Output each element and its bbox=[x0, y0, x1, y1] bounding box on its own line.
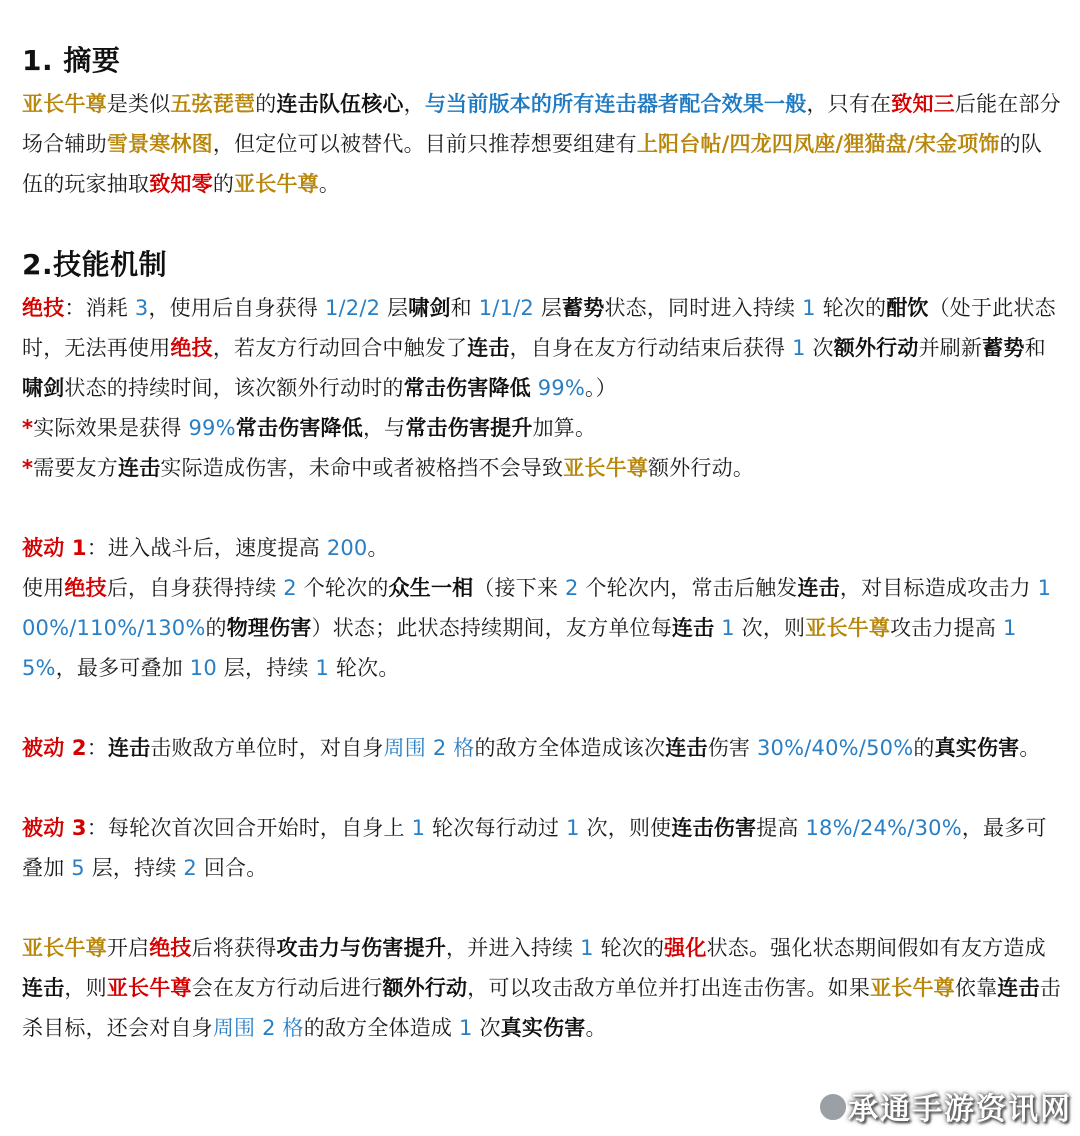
emphasis-text: 雪景寒林图 bbox=[106, 132, 213, 156]
text-run: 。 bbox=[367, 536, 389, 560]
emphasis-text: 10 bbox=[189, 656, 217, 680]
emphasis-text: 绝技 bbox=[22, 296, 65, 320]
skill-paragraph bbox=[22, 808, 1062, 888]
text-run: 个轮次的 bbox=[296, 576, 389, 600]
emphasis-text: 攻击力与伤害提升 bbox=[276, 936, 447, 960]
emphasis-text: 致知三 bbox=[891, 92, 955, 116]
text-run: 依靠 bbox=[954, 976, 998, 1000]
emphasis-text: 常击伤害提升 bbox=[405, 416, 533, 440]
text-run: 层 bbox=[533, 296, 563, 320]
emphasis-text: 绝技 bbox=[149, 936, 192, 960]
emphasis-text: 连击 bbox=[671, 616, 715, 640]
emphasis-text: 蓄势 bbox=[982, 336, 1025, 360]
text-run: 击杀目标，还会对自身 bbox=[22, 976, 1061, 1040]
text-run: 提高 bbox=[756, 816, 806, 840]
text-run: 加算。 bbox=[532, 416, 597, 440]
emphasis-text: 1 bbox=[580, 936, 594, 960]
text-run: 。） bbox=[584, 376, 617, 400]
text-run: 攻击力提高 bbox=[890, 616, 1003, 640]
text-run: 回合。 bbox=[196, 856, 268, 880]
emphasis-text: 1 bbox=[792, 336, 806, 360]
emphasis-text: 连击 bbox=[997, 976, 1040, 1000]
text-run: 并刷新 bbox=[918, 336, 983, 360]
text-run: 轮次的 bbox=[593, 936, 665, 960]
text-run: 。 bbox=[585, 1016, 607, 1040]
emphasis-text: 物理伤害 bbox=[226, 616, 312, 640]
text-run: ，最多可叠加 bbox=[22, 816, 1047, 880]
text-run: 个轮次内，常击后触发 bbox=[578, 576, 798, 600]
text-run: 使用 bbox=[22, 576, 65, 600]
text-run: ，可以攻击敌方单位并打出连击伤害。如果 bbox=[467, 976, 871, 1000]
skill-paragraph bbox=[22, 448, 1062, 488]
emphasis-text: 99% bbox=[188, 416, 236, 440]
emphasis-text: 2 bbox=[183, 856, 197, 880]
text-run: ：进入战斗后，速度提高 bbox=[86, 536, 327, 560]
skill-paragraph bbox=[22, 408, 1062, 448]
emphasis-text: 真实伤害 bbox=[934, 736, 1020, 760]
text-run: ，则 bbox=[64, 976, 107, 1000]
text-run: ，若友方行动回合中触发了 bbox=[212, 336, 468, 360]
paragraph-spacer bbox=[22, 688, 1062, 728]
text-run: 次，则 bbox=[734, 616, 806, 640]
emphasis-text: 被动 2 bbox=[22, 736, 87, 760]
text-run: ：消耗 bbox=[64, 296, 135, 320]
emphasis-text: 连击 bbox=[467, 336, 510, 360]
emphasis-text: 连击 bbox=[22, 976, 65, 1000]
emphasis-text: 被动 3 bbox=[22, 816, 87, 840]
text-run: 的敌方全体造成该次 bbox=[474, 736, 666, 760]
emphasis-text: 连击 bbox=[118, 456, 161, 480]
text-run: 层 bbox=[380, 296, 409, 320]
emphasis-text: 与当前版本的所有连击器者配合效果一般 bbox=[424, 92, 807, 116]
emphasis-text: 2 bbox=[283, 576, 297, 600]
emphasis-text: 1 bbox=[566, 816, 580, 840]
text-run: 的敌方全体造成 bbox=[303, 1016, 460, 1040]
emphasis-text: 周围 2 格 bbox=[212, 1016, 304, 1040]
text-run: ，但定位可以被替代。目前只推荐想要组建有 bbox=[212, 132, 637, 156]
text-run: 轮次每行动过 bbox=[425, 816, 567, 840]
emphasis-text: 亚长牛尊 bbox=[22, 92, 107, 116]
emphasis-text: 100%/110%/130% bbox=[22, 576, 1052, 640]
emphasis-text: 30%/40%/50% bbox=[756, 736, 914, 760]
text-run: 轮次。 bbox=[329, 656, 400, 680]
emphasis-text: 1/2/2 bbox=[324, 296, 381, 320]
emphasis-text: 啸剑 bbox=[408, 296, 451, 320]
text-run: ，使用后自身获得 bbox=[148, 296, 325, 320]
paragraph-spacer bbox=[22, 888, 1062, 928]
emphasis-text: 被动 1 bbox=[22, 536, 87, 560]
emphasis-text: * bbox=[22, 456, 34, 480]
emphasis-text: 5 bbox=[71, 856, 85, 880]
text-run: ： bbox=[86, 736, 108, 760]
emphasis-text: 众生一相 bbox=[388, 576, 474, 600]
text-run: ，最多可叠加 bbox=[55, 656, 190, 680]
text-run: 的队伍的玩家抽取 bbox=[22, 132, 1043, 196]
text-run: 状态。强化状态期间假如有友方造成 bbox=[706, 936, 1046, 960]
text-run: ，自身在友方行动结束后获得 bbox=[509, 336, 793, 360]
emphasis-text: 额外行动 bbox=[382, 976, 468, 1000]
text-run: 需要友方 bbox=[33, 456, 118, 480]
text-run: ，与 bbox=[362, 416, 406, 440]
emphasis-text: 连击伤害 bbox=[671, 816, 757, 840]
emphasis-text: 周围 2 格 bbox=[383, 736, 475, 760]
emphasis-text: 亚长牛尊 bbox=[805, 616, 891, 640]
emphasis-text: 致知零 bbox=[149, 172, 213, 196]
emphasis-text: 常击伤害降低 bbox=[403, 376, 531, 400]
emphasis-text: 蓄势 bbox=[562, 296, 605, 320]
watermark-logo-icon bbox=[818, 1092, 848, 1122]
emphasis-text: 绝技 bbox=[64, 576, 107, 600]
skill-paragraph bbox=[22, 568, 1062, 688]
emphasis-text: 1/1/2 bbox=[478, 296, 534, 320]
emphasis-text: 五弦琵琶 bbox=[170, 92, 256, 116]
text-run: 次，则使 bbox=[579, 816, 672, 840]
section-2-heading: 2.技能机制 bbox=[22, 248, 168, 281]
emphasis-text: 连击 bbox=[797, 576, 840, 600]
emphasis-text: 绝技 bbox=[170, 336, 213, 360]
emphasis-text: 啸剑 bbox=[22, 376, 65, 400]
text-run: 层，持续 bbox=[216, 656, 316, 680]
emphasis-text: 1 bbox=[802, 296, 816, 320]
skill-paragraph bbox=[22, 288, 1062, 408]
emphasis-text: 常击伤害降低 bbox=[235, 416, 363, 440]
paragraph-spacer bbox=[22, 768, 1062, 808]
text-run: 状态的持续时间，该次额外行动时的 bbox=[64, 376, 404, 400]
emphasis-text: 15% bbox=[22, 616, 1017, 680]
watermark-text: 承通手游资讯网 bbox=[848, 1092, 1072, 1127]
emphasis-text: 1 bbox=[721, 616, 735, 640]
emphasis-text: 酣饮 bbox=[886, 296, 929, 320]
text-run: 和 bbox=[1024, 336, 1046, 360]
emphasis-text: 上阳台帖/四龙四凤座/狸猫盘/宋金项饰 bbox=[636, 132, 1000, 156]
text-run: （处于此状态时，无法再使用 bbox=[22, 296, 1056, 360]
summary-text bbox=[22, 84, 1062, 204]
skill-paragraph bbox=[22, 528, 1062, 568]
text-run: 次 bbox=[805, 336, 834, 360]
text-run: 击败敌方单位时，对自身 bbox=[150, 736, 384, 760]
emphasis-text: 亚长牛尊 bbox=[22, 936, 107, 960]
emphasis-text: 连击队伍核心 bbox=[276, 92, 404, 116]
emphasis-text: 真实伤害 bbox=[500, 1016, 586, 1040]
skill-mechanics-body bbox=[22, 288, 1062, 1048]
text-run: 状态，同时进入持续 bbox=[604, 296, 803, 320]
text-run: 后将获得 bbox=[191, 936, 277, 960]
emphasis-text: 亚长牛尊 bbox=[870, 976, 955, 1000]
text-run: 轮次的 bbox=[815, 296, 887, 320]
emphasis-text: 2 bbox=[565, 576, 579, 600]
emphasis-text: 亚长牛尊 bbox=[234, 172, 319, 196]
text-run: 的 bbox=[212, 172, 235, 196]
emphasis-text: 99% bbox=[537, 376, 585, 400]
emphasis-text: 额外行动 bbox=[833, 336, 919, 360]
text-run: 的 bbox=[205, 616, 227, 640]
skill-paragraph bbox=[22, 728, 1062, 768]
text-run: ，只有在 bbox=[806, 92, 892, 116]
text-run: ，对目标造成攻击力 bbox=[839, 576, 1038, 600]
text-run: （接下来 bbox=[473, 576, 566, 600]
text-run: ， bbox=[403, 92, 425, 116]
text-run: 后能在部分场合辅助 bbox=[22, 92, 1061, 156]
skill-paragraph bbox=[22, 928, 1062, 1048]
text-run: 次 bbox=[472, 1016, 501, 1040]
text-run: 。 bbox=[1019, 736, 1041, 760]
emphasis-text: 亚长牛尊 bbox=[563, 456, 649, 480]
text-run: ）状态；此状态持续期间，友方单位每 bbox=[311, 616, 672, 640]
text-run: 后，自身获得持续 bbox=[106, 576, 284, 600]
text-run: 的 bbox=[255, 92, 277, 116]
text-run: 会在友方行动后进行 bbox=[191, 976, 383, 1000]
text-run: 和 bbox=[450, 296, 479, 320]
emphasis-text: 亚长牛尊 bbox=[106, 976, 192, 1000]
emphasis-text: 连击 bbox=[107, 736, 151, 760]
emphasis-text: 200 bbox=[326, 536, 368, 560]
text-run: 层，持续 bbox=[84, 856, 184, 880]
text-run: 额外行动。 bbox=[648, 456, 755, 480]
emphasis-text: 1 bbox=[315, 656, 330, 680]
emphasis-text: 1 bbox=[411, 816, 426, 840]
text-run: 实际效果是获得 bbox=[33, 416, 189, 440]
text-run: 是类似 bbox=[106, 92, 171, 116]
text-run bbox=[531, 376, 538, 400]
text-run: ：每轮次首次回合开始时，自身上 bbox=[86, 816, 412, 840]
paragraph-spacer bbox=[22, 488, 1062, 528]
text-run: 的 bbox=[913, 736, 935, 760]
emphasis-text: 18%/24%/30% bbox=[805, 816, 962, 840]
article bbox=[22, 38, 1062, 1048]
text-run: 开启 bbox=[106, 936, 150, 960]
text-run: ，并进入持续 bbox=[446, 936, 581, 960]
emphasis-text: 3 bbox=[134, 296, 149, 320]
emphasis-text: 连击 bbox=[665, 736, 708, 760]
emphasis-text: 1 bbox=[459, 1016, 473, 1040]
text-run: 伤害 bbox=[707, 736, 757, 760]
text-run: 实际造成伤害，未命中或者被格挡不会导致 bbox=[160, 456, 564, 480]
emphasis-text: * bbox=[22, 416, 34, 440]
text-run: 。 bbox=[318, 172, 341, 196]
summary-paragraph bbox=[22, 84, 1062, 204]
emphasis-text: 强化 bbox=[664, 936, 707, 960]
section-1-heading: 1. 摘要 bbox=[22, 44, 121, 77]
